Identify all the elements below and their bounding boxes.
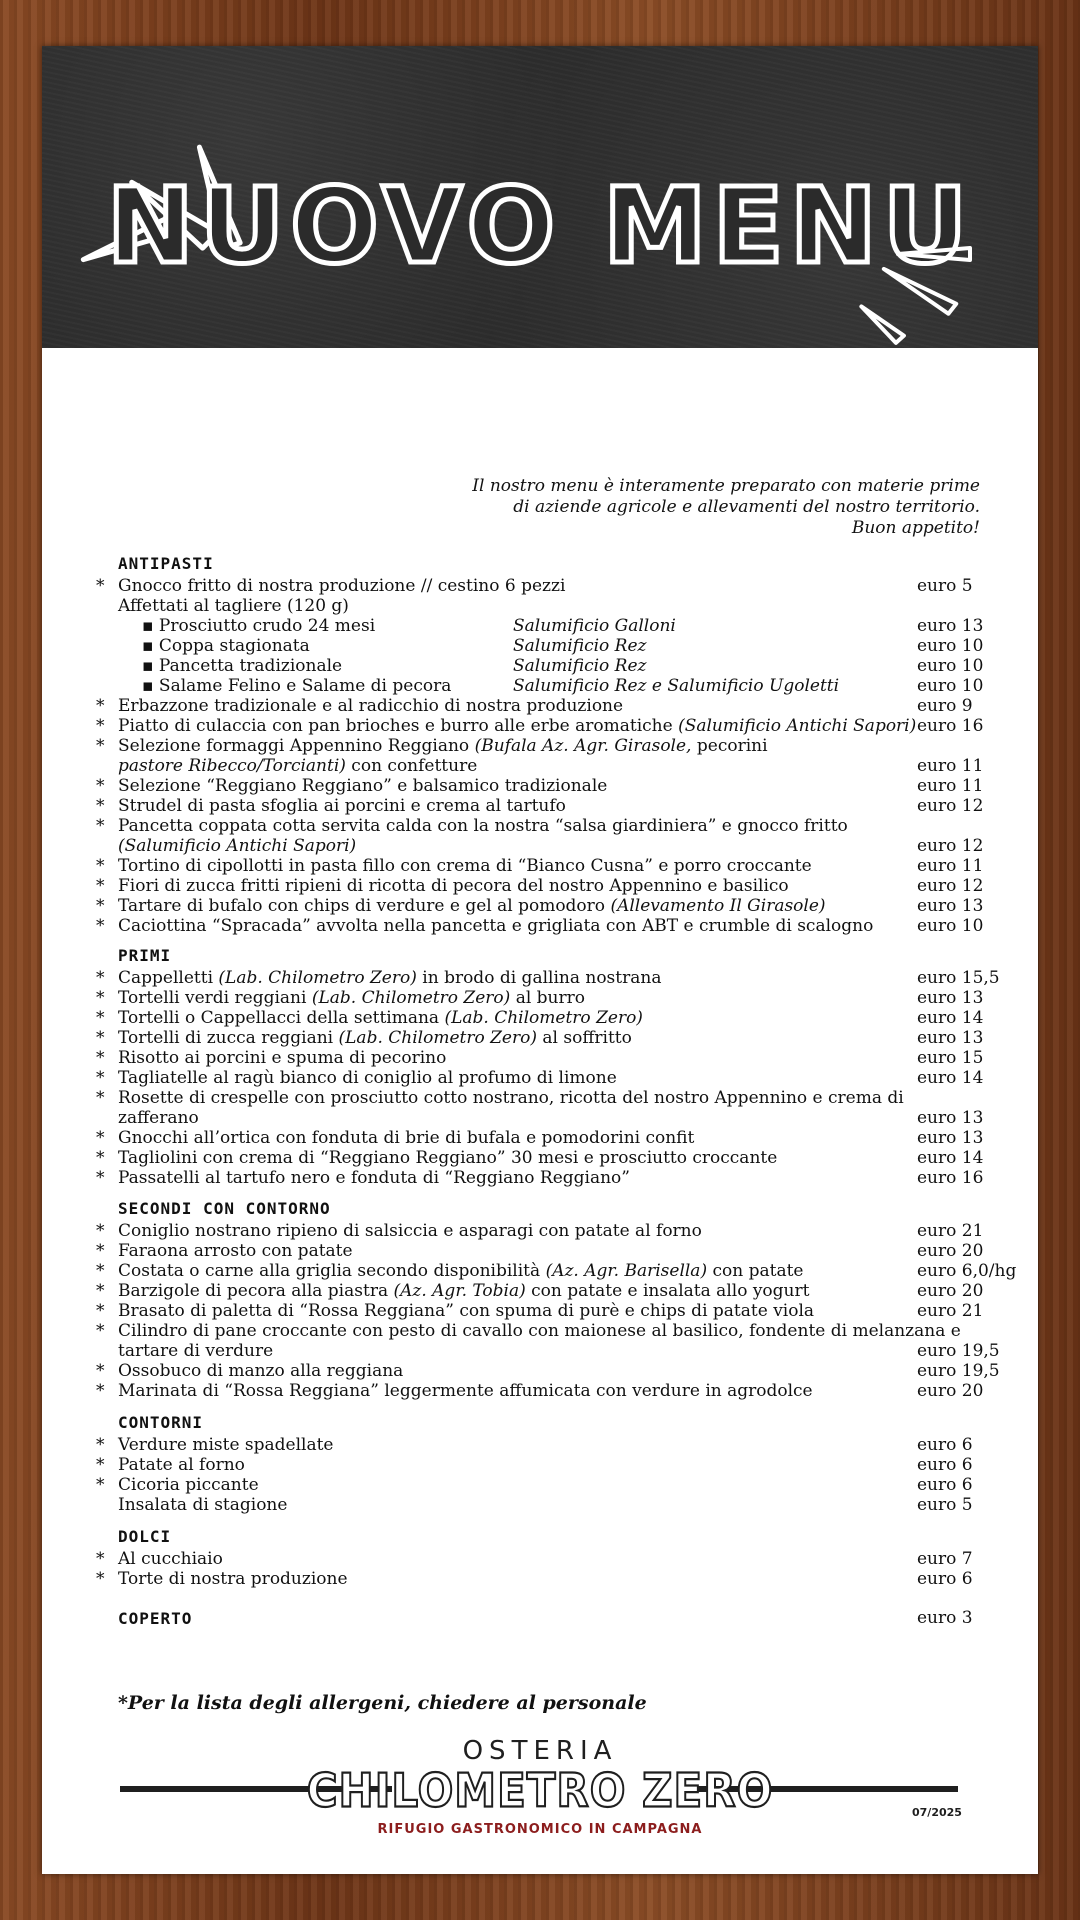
star-marker: * [96, 1088, 105, 1108]
menu-item: Tagliolini con crema di “Reggiano Reggiano” 30 mesi e prosciutto croccante [118, 1148, 778, 1168]
menu-item: Tagliatelle al ragù bianco di coniglio al profumo di limone [118, 1068, 617, 1088]
item-price: euro 10 [917, 656, 984, 676]
sub-item: ▪ Pancetta tradizionale [142, 656, 343, 676]
menu-item: Selezione formaggi Appennino Reggiano (Bufala Az. Agr. Girasole, pecorini [118, 736, 768, 756]
item-price: euro 14 [917, 1148, 984, 1168]
item-price: euro 10 [917, 916, 984, 936]
item-price: euro 13 [917, 896, 984, 916]
item-price: euro 13 [917, 1128, 984, 1148]
star-marker: * [96, 1261, 105, 1281]
menu-item: Piatto di culaccia con pan brioches e burro alle erbe aromatiche (Salumificio Antichi Sapori) [118, 716, 917, 736]
item-price: euro 15 [917, 1048, 984, 1068]
star-marker: * [96, 856, 105, 876]
item-price: euro 13 [917, 988, 984, 1008]
restaurant-logo [42, 1736, 1038, 1846]
star-marker: * [96, 1435, 105, 1455]
item-price: euro 13 [917, 616, 984, 636]
section-heading-dolci: DOLCI [118, 1527, 172, 1546]
star-marker: * [96, 1028, 105, 1048]
item-price: euro 11 [917, 756, 984, 776]
producer: Salumificio Galloni [513, 616, 676, 636]
star-marker: * [96, 736, 105, 756]
star-marker: * [96, 1168, 105, 1188]
menu-item: Insalata di stagione [118, 1495, 288, 1515]
menu-item: Verdure miste spadellate [118, 1435, 334, 1455]
section-heading-coperto: COPERTO [118, 1609, 193, 1628]
producer: Salumificio Rez e Salumificio Ugoletti [513, 676, 840, 696]
item-price: euro 20 [917, 1241, 984, 1261]
section-heading-antipasti: ANTIPASTI [118, 554, 214, 573]
menu-item: Marinata di “Rossa Reggiana” leggermente affumicata con verdure in agrodolce [118, 1381, 813, 1401]
star-marker: * [96, 1008, 105, 1028]
menu-item: Cicoria piccante [118, 1475, 259, 1495]
item-price: euro 15,5 [917, 968, 1000, 988]
chalk-burst-right-icon [858, 242, 988, 352]
menu-item: Fiori di zucca fritti ripieni di ricotta di pecora del nostro Appennino e basilico [118, 876, 789, 896]
item-price: euro 6 [917, 1569, 973, 1589]
menu-item: Gnocco fritto di nostra produzione // cestino 6 pezzi [118, 576, 566, 596]
menu-item-continued: zafferano [118, 1108, 199, 1128]
star-marker: * [96, 796, 105, 816]
section-heading-primi: PRIMI [118, 946, 172, 965]
item-price: euro 5 [917, 576, 973, 596]
item-price: euro 12 [917, 796, 984, 816]
item-price: euro 3 [917, 1608, 973, 1628]
menu-item: Tortino di cipollotti in pasta fillo con crema di “Bianco Cusna” e porro croccante [118, 856, 812, 876]
item-price: euro 9 [917, 696, 973, 716]
menu-item: Gnocchi all’ortica con fonduta di brie di bufala e pomodorini confit [118, 1128, 695, 1148]
star-marker: * [96, 1569, 105, 1589]
logo-subtitle: RIFUGIO GASTRONOMICO IN CAMPAGNA [377, 1822, 703, 1837]
star-marker: * [96, 1068, 105, 1088]
producer: Salumificio Rez [513, 656, 647, 676]
menu-item: Coniglio nostrano ripieno di salsiccia e asparagi con patate al forno [118, 1221, 702, 1241]
allergen-note: *Per la lista degli allergeni, chiedere al personale [118, 1692, 647, 1714]
star-marker: * [96, 916, 105, 936]
item-price: euro 6 [917, 1455, 973, 1475]
item-price: euro 5 [917, 1495, 973, 1515]
menu-item: Selezione “Reggiano Reggiano” e balsamico tradizionale [118, 776, 608, 796]
star-marker: * [96, 1455, 105, 1475]
menu-item: Torte di nostra produzione [118, 1569, 348, 1589]
star-marker: * [96, 1148, 105, 1168]
star-marker: * [96, 968, 105, 988]
star-marker: * [96, 716, 105, 736]
menu-item: Patate al forno [118, 1455, 245, 1475]
menu-item-continued: tartare di verdure [118, 1341, 274, 1361]
star-marker: * [96, 1381, 105, 1401]
menu-date: 07/2025 [912, 1806, 962, 1819]
menu-item: Costata o carne alla griglia secondo disponibilità (Az. Agr. Barisella) con patate [118, 1261, 804, 1281]
item-price: euro 10 [917, 636, 984, 656]
star-marker: * [96, 896, 105, 916]
item-price: euro 10 [917, 676, 984, 696]
star-marker: * [96, 1321, 105, 1341]
menu-item: Al cucchiaio [118, 1549, 223, 1569]
menu-item: Pancetta coppata cotta servita calda con la nostra “salsa giardiniera” e gnocco fritto [118, 816, 848, 836]
item-price: euro 12 [917, 876, 984, 896]
item-price: euro 20 [917, 1381, 984, 1401]
menu-item: Tortelli o Cappellacci della settimana (Lab. Chilometro Zero) [118, 1008, 643, 1028]
star-marker: * [96, 1048, 105, 1068]
item-price: euro 6,0/hg [917, 1261, 1017, 1281]
menu-item: Caciottina “Spracada” avvolta nella pancetta e grigliata con ABT e crumble di scalogno [118, 916, 874, 936]
logo-main-text: CHILOMETRO ZERO [306, 1763, 774, 1818]
menu-item: Tortelli verdi reggiani (Lab. Chilometro Zero) al burro [118, 988, 585, 1008]
menu-paper [42, 46, 1038, 1874]
item-price: euro 14 [917, 1068, 984, 1088]
sub-item: ▪ Salame Felino e Salame di pecora [142, 676, 452, 696]
item-price: euro 19,5 [917, 1341, 1000, 1361]
item-price: euro 7 [917, 1549, 973, 1569]
star-marker: * [96, 1549, 105, 1569]
producer: Salumificio Rez [513, 636, 647, 656]
item-price: euro 19,5 [917, 1361, 1000, 1381]
star-marker: * [96, 876, 105, 896]
menu-item: Risotto ai porcini e spuma di pecorino [118, 1048, 447, 1068]
item-price: euro 20 [917, 1281, 984, 1301]
star-marker: * [96, 1301, 105, 1321]
item-price: euro 21 [917, 1301, 984, 1321]
sub-item: ▪ Coppa stagionata [142, 636, 310, 656]
item-price: euro 11 [917, 856, 984, 876]
menu-item: Faraona arrosto con patate [118, 1241, 353, 1261]
menu-item: Tortelli di zucca reggiani (Lab. Chilometro Zero) al soffritto [118, 1028, 632, 1048]
item-price: euro 16 [917, 1168, 984, 1188]
menu-item: Erbazzone tradizionale e al radicchio di nostra produzione [118, 696, 624, 716]
menu-item: Affettati al tagliere (120 g) [118, 596, 349, 616]
item-price: euro 6 [917, 1475, 973, 1495]
intro-text: Il nostro menu è interamente preparato con materie prime di aziende agricole e allevamenti del nostro territorio. Buon appetito! [472, 476, 980, 538]
menu-item: Rosette di crespelle con prosciutto cotto nostrano, ricotta del nostro Appennino e crema di [118, 1088, 904, 1108]
item-price: euro 14 [917, 1008, 984, 1028]
menu-item: Tartare di bufalo con chips di verdure e gel al pomodoro (Allevamento Il Girasole) [118, 896, 826, 916]
menu-item: Cappelletti (Lab. Chilometro Zero) in brodo di gallina nostrana [118, 968, 662, 988]
menu-item: Strudel di pasta sfoglia ai porcini e crema al tartufo [118, 796, 566, 816]
item-price: euro 13 [917, 1028, 984, 1048]
chalkboard-header [42, 46, 1038, 348]
menu-item: Passatelli al tartufo nero e fonduta di “Reggiano Reggiano” [118, 1168, 630, 1188]
item-price: euro 13 [917, 1108, 984, 1128]
menu-item: Cilindro di pane croccante con pesto di cavallo con maionese al basilico, fondente di melanzana e [118, 1321, 961, 1341]
sub-item: ▪ Prosciutto crudo 24 mesi [142, 616, 376, 636]
item-price: euro 21 [917, 1221, 984, 1241]
item-price: euro 16 [917, 716, 984, 736]
star-marker: * [96, 1475, 105, 1495]
section-heading-secondi: SECONDI CON CONTORNO [118, 1199, 331, 1218]
menu-item: Barzigole di pecora alla piastra (Az. Agr. Tobia) con patate e insalata allo yogurt [118, 1281, 810, 1301]
logo-top-text: OSTERIA [462, 1736, 618, 1766]
item-price: euro 12 [917, 836, 984, 856]
menu-item: Ossobuco di manzo alla reggiana [118, 1361, 404, 1381]
item-price: euro 6 [917, 1435, 973, 1455]
star-marker: * [96, 576, 105, 596]
star-marker: * [96, 1281, 105, 1301]
menu-title: NUOVO MENU [106, 165, 974, 287]
star-marker: * [96, 816, 105, 836]
menu-item: Brasato di paletta di “Rossa Reggiana” con spuma di purè e chips di patate viola [118, 1301, 815, 1321]
item-price: euro 11 [917, 776, 984, 796]
section-heading-contorni: CONTORNI [118, 1413, 204, 1432]
star-marker: * [96, 1128, 105, 1148]
menu-item-continued: (Salumificio Antichi Sapori) [118, 836, 357, 856]
menu-item-continued: pastore Ribecco/Torcianti) con confetture [118, 756, 478, 776]
star-marker: * [96, 988, 105, 1008]
star-marker: * [96, 1221, 105, 1241]
star-marker: * [96, 776, 105, 796]
star-marker: * [96, 696, 105, 716]
star-marker: * [96, 1241, 105, 1261]
star-marker: * [96, 1361, 105, 1381]
